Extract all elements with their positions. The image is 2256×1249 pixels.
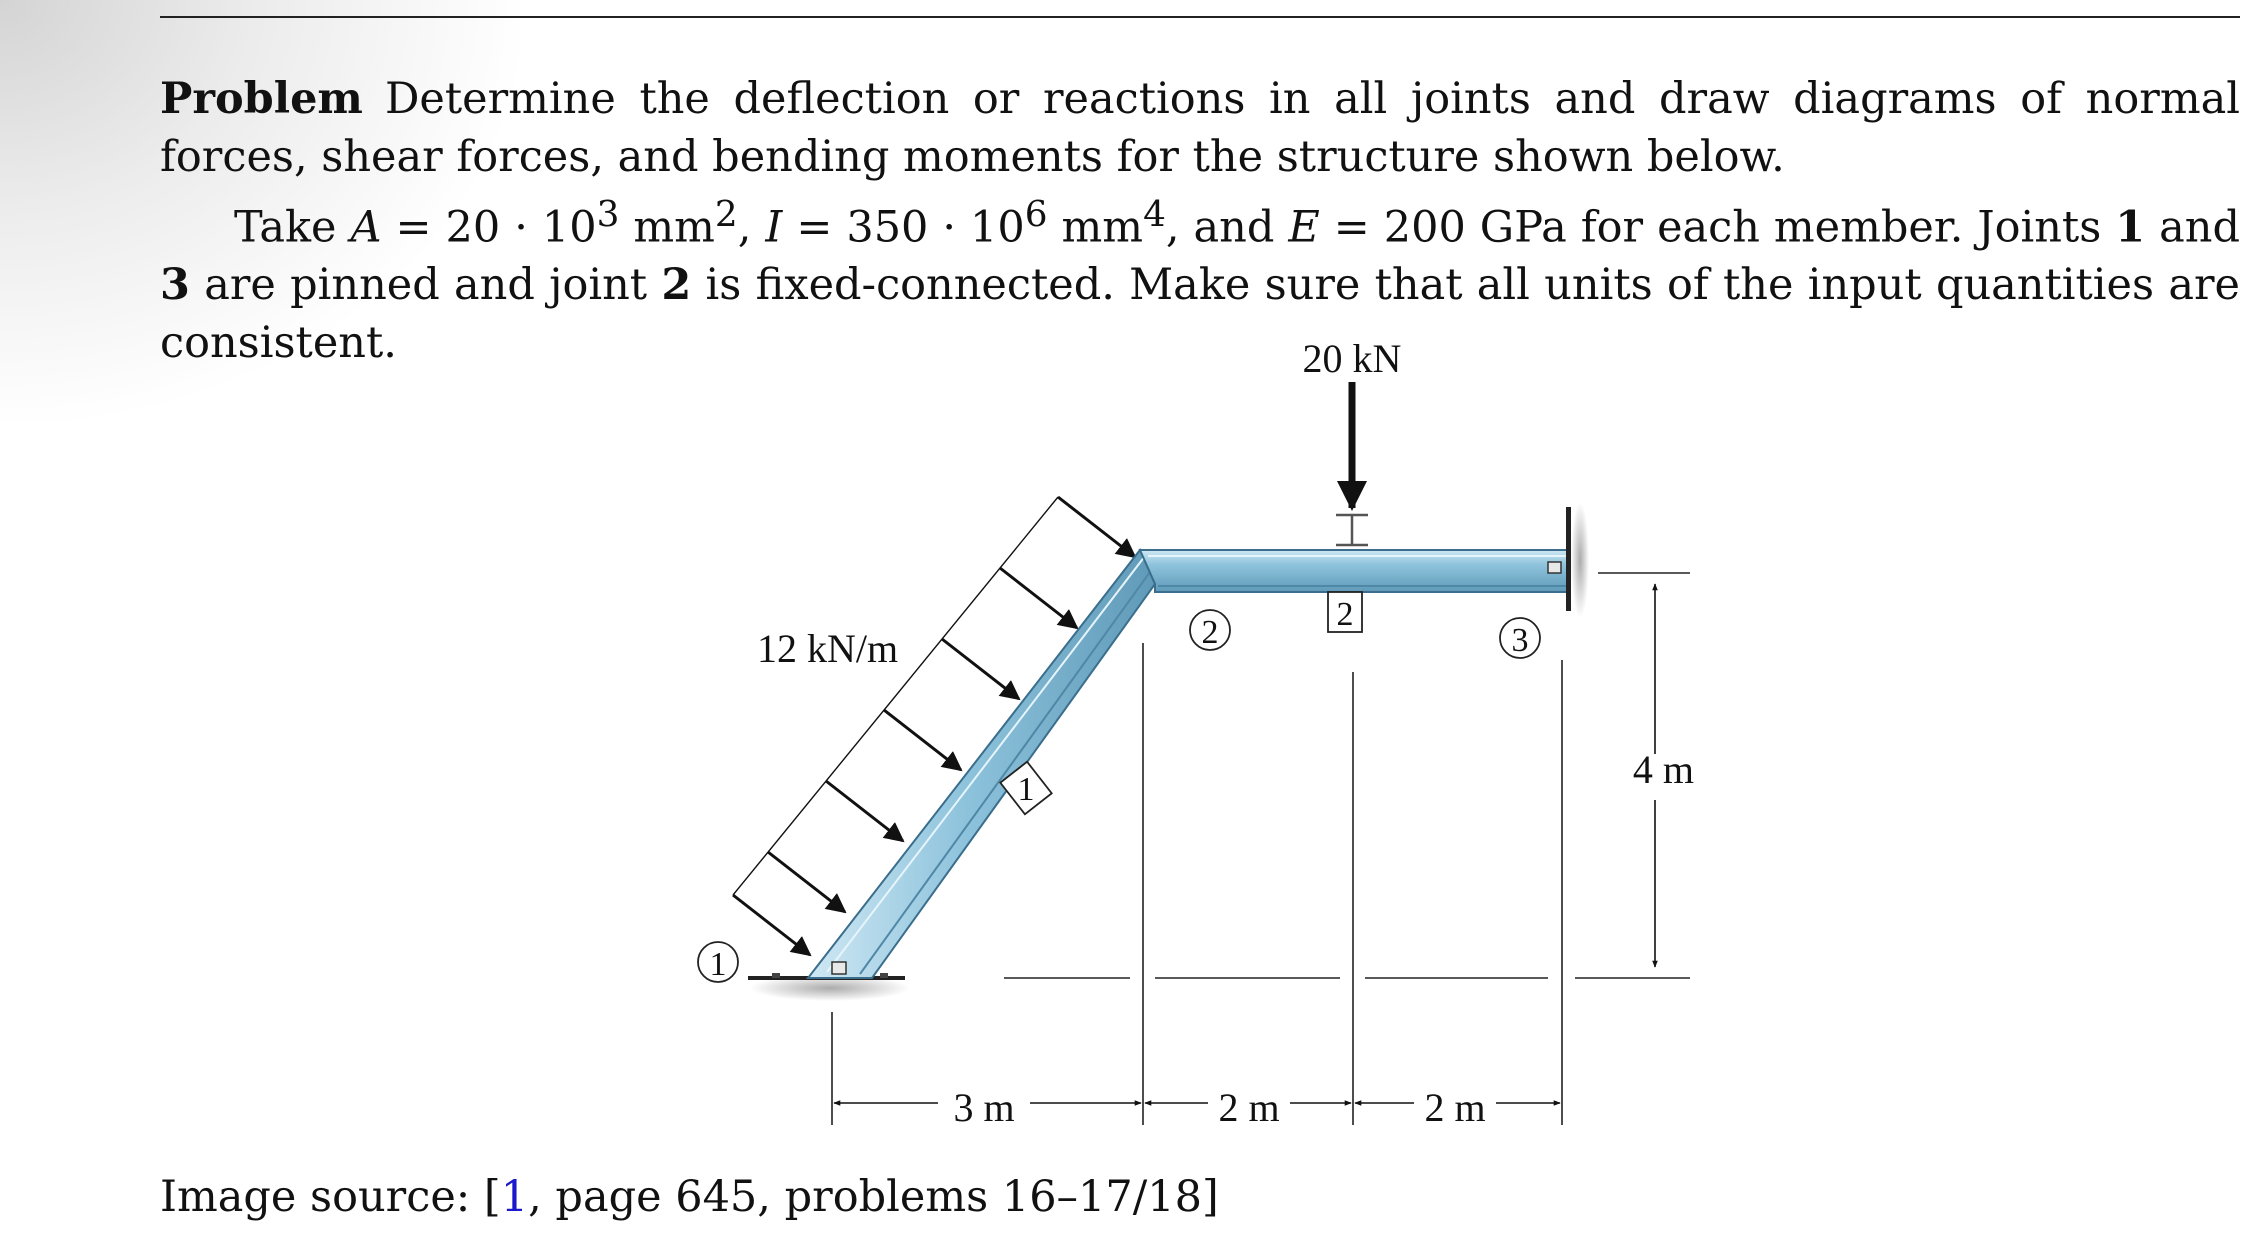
support-3-shadow <box>1571 502 1589 618</box>
joint-1-label: 1 <box>709 946 727 983</box>
symbol-A: A <box>350 202 382 253</box>
support-3-wall <box>1566 507 1571 611</box>
exp-I: 6 <box>1024 194 1048 235</box>
joint-1-pin <box>832 962 846 974</box>
text-and: and <box>2145 202 2241 253</box>
height-dimension-label: 4 m <box>1632 747 1694 792</box>
joint-ref-3: 3 <box>160 260 190 311</box>
symbol-E: E <box>1288 202 1320 253</box>
joint-ref-2: 2 <box>661 260 692 311</box>
i-section-icon <box>1336 515 1368 545</box>
text-take: Take <box>234 202 337 253</box>
image-source-line <box>160 1168 1219 1226</box>
citation-link[interactable]: 1 <box>500 1172 529 1222</box>
joint-3-label: 3 <box>1511 622 1529 659</box>
text-fixed: is fixed-connected. Make sure that all units of the input quantities are consistent. <box>160 260 2240 369</box>
member-1-highlight <box>827 556 1145 972</box>
unit-I: mm <box>1047 202 1144 253</box>
value-A: = 20 · 10 <box>395 202 597 253</box>
unit-exp-A: 2 <box>714 194 738 235</box>
support-1-bolt-right <box>880 973 888 978</box>
source-suffix: , page 645, problems 16–17/18] <box>528 1172 1219 1222</box>
sep-E: , and <box>1165 202 1289 253</box>
source-prefix: Image source: [ <box>160 1172 501 1222</box>
member-2-label: 2 <box>1336 596 1354 633</box>
member-1-beam <box>808 550 1155 978</box>
span-1-dimension-label: 3 m <box>953 1085 1015 1130</box>
member-1-label: 1 <box>1017 771 1035 808</box>
distributed-load-label: 12 kN/m <box>757 626 899 671</box>
problem-statement: Determine the deflection or reactions in all joints and draw diagrams of normal forces, shear forces, and bending moments for the structure shown below. <box>160 74 2240 182</box>
support-1-bolt-left <box>772 973 780 978</box>
sep-I: , <box>737 202 766 253</box>
span-2-dimension-label: 2 m <box>1218 1085 1280 1130</box>
value-E: = 200 GPa for each member. Joints <box>1319 202 2116 253</box>
point-load-label: 20 kN <box>1302 336 1402 381</box>
symbol-I: I <box>765 202 783 253</box>
exp-A: 3 <box>596 194 620 235</box>
problem-heading: Problem <box>160 74 363 124</box>
joint-ref-1: 1 <box>2115 202 2146 253</box>
unit-A: mm <box>619 202 715 253</box>
joint-3-pin <box>1548 562 1561 573</box>
unit-exp-I: 4 <box>1143 194 1166 235</box>
member-1-flange <box>860 572 1150 974</box>
joint-2-label: 2 <box>1201 614 1219 651</box>
value-I: = 350 · 10 <box>782 202 1025 253</box>
text-pinned: are pinned and joint <box>189 260 662 311</box>
span-3-dimension-label: 2 m <box>1424 1085 1486 1130</box>
